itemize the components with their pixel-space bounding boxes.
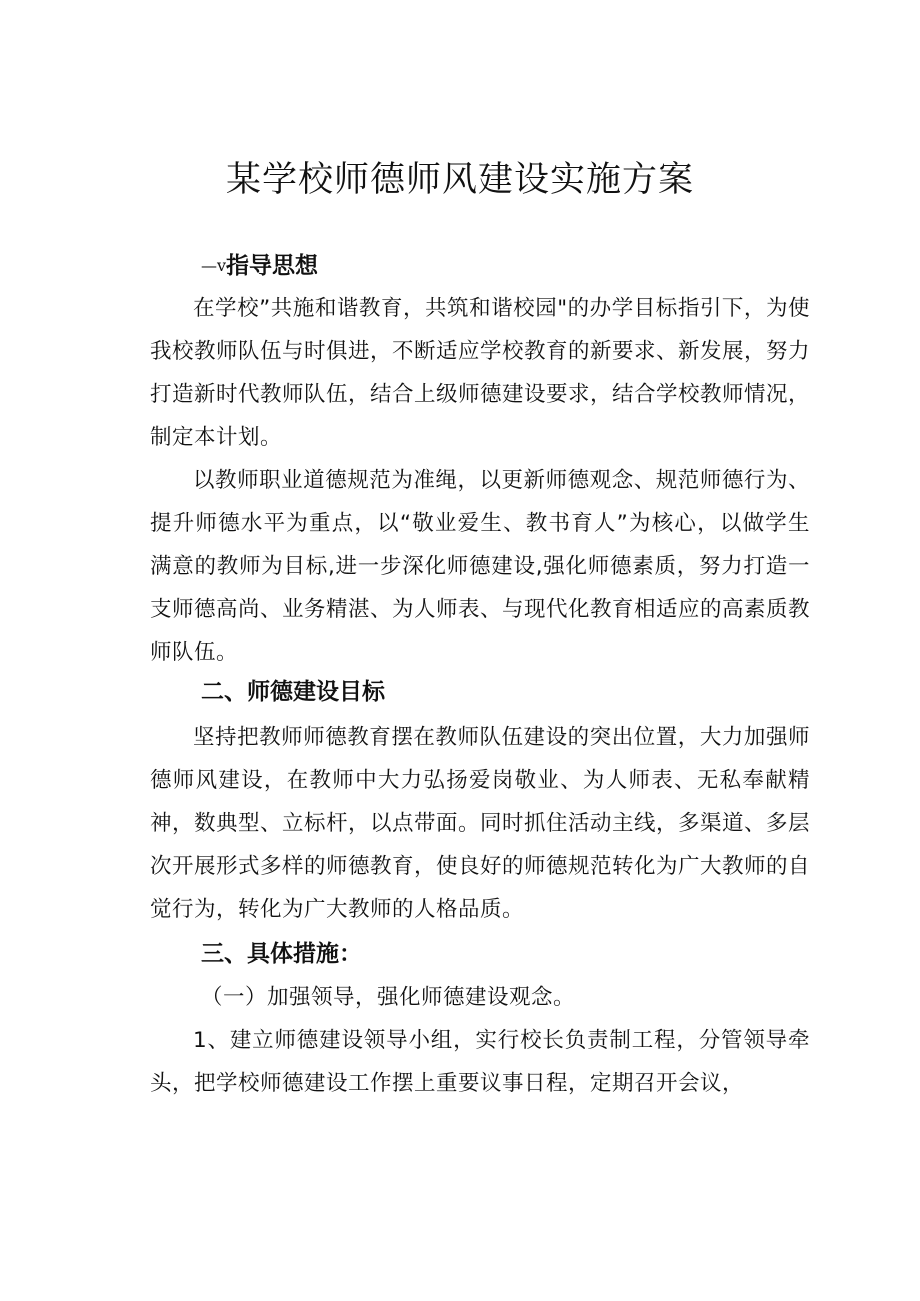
paragraph-guiding-ideology-2: 以教师职业道德规范为准绳，以更新师德观念、规范师德行为、提升师德水平为重点，以“敬业爱生、教书育人”为核心，以做学生满意的教师为目标,进一步深化师德建设,强化师德素质，努力打造一支师德高尚、业务精湛、为人师表、与现代化教育相适应的高素质教师队伍。	[150, 468, 811, 665]
section-heading-text: 指导思想	[226, 253, 319, 279]
subheading-strengthen-leadership: （一）加强领导，强化师德建设观念。	[201, 985, 576, 1010]
paragraph-measure-item-1: 1、建立师德建设领导小组，实行校长负责制工程，分管领导牵头，把学校师德建设工作摆上重要议事日程，定期召开会议，	[150, 1028, 810, 1096]
section-heading-guiding-ideology	[201, 250, 318, 282]
section-heading-measures: 三、具体措施：	[201, 941, 362, 967]
paragraph-goals: 坚持把教师师德教育摆在教师队伍建设的突出位置，大力加强师德师风建设，在教师中大力弘扬爱岗敬业、为人师表、无私奉献精神，数典型、立标杆，以点带面。同时抓住活动主线，多渠道、多层次开展形式多样的师德教育，使良好的师德规范转化为广大教师的自觉行为，转化为广大教师的人格品质。	[150, 725, 811, 922]
section-heading-goals: 二、师德建设目标	[201, 679, 385, 705]
document-title: 某学校师德师风建设实施方案	[225, 160, 694, 200]
paragraph-guiding-ideology-1: 在学校”共施和谐教育，共筑和谐校园"的办学目标指引下，为使我校教师队伍与时俱进，不断适应学校教育的新要求、新发展，努力打造新时代教师队伍，结合上级师德建设要求，结合学校教师情况，制定本计划。	[150, 296, 811, 450]
section-number-prefix: —v	[201, 256, 227, 275]
